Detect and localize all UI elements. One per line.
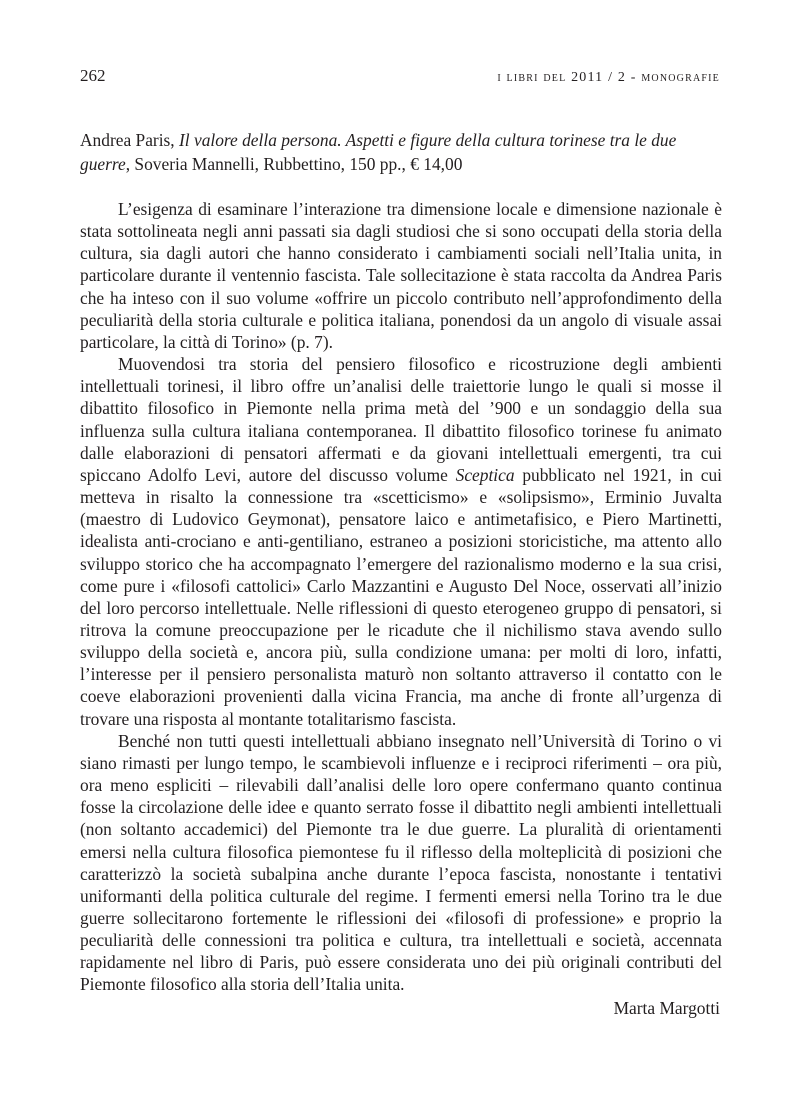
citation-title: Il valore della persona. Aspetti e figure della cultura torinese tra le due guerre — [80, 130, 677, 174]
book-citation — [80, 128, 722, 176]
review-paragraph-2-text-a: Muovendosi tra storia del pensiero filosofico e ricostruzione degli ambienti intellettuali torinesi, il libro offre un’analisi delle traiettorie lungo le quali si mosse il dibattito filosofico in Piemonte nella prima metà del ’900 e un sondaggio della sua influenza sulla cultura italiana contemporanea. Il dibattito filosofico torinese fu animato dalle elaborazioni di pensatori affermati e da giovani intellettuali emergenti, tra cui spiccano Adolfo Levi, autore del discusso volume — [80, 354, 722, 485]
review-paragraph-3: Benché non tutti questi intellettuali abbiano insegnato nell’Università di Torino o vi siano rimasti per lungo tempo, le scambievoli influenze e i reciproci riferimenti – ora più, ora meno espliciti – rilevabili dall’analisi delle loro opere confermano quanto continua fosse la circolazione delle idee e quanto serrato fosse il dibattito negli ambienti intellettuali (non soltanto accademici) del Piemonte tra le due guerre. La pluralità di orientamenti emersi nella cultura filosofica piemontese fu il riflesso della molteplicità di posizioni che caratterizzò la società subalpina anche durante l’epoca fascista, nonostante i tentativi uniformanti della politica culturale del regime. I fermenti emersi nella Torino tra le due guerre sollecitarono fortemente le riflessioni dei «filosofi di professione» e proprio la peculiarità delle connessioni tra politica e cultura, tra intellettuali e società, accennata rapidamente nel libro di Paris, può essere considerata uno dei più originali contributi del Piemonte filosofico alla storia dell’Italia unita. — [80, 730, 722, 995]
review-paragraph-2-book-title: Sceptica — [455, 464, 515, 485]
review-paragraph-1: L’esigenza di esaminare l’interazione tra dimensione locale e dimensione nazionale è stata sottolineata negli anni passati sia dagli studiosi che si sono occupati della storia della cultura, sia dagli autori che hanno considerato i cambiamenti sociali nell’Italia unita, in particolare durante il ventennio fascista. Tale sollecitazione è stata raccolta da Andrea Paris che ha inteso con il suo volume «offrire un piccolo contributo nell’approfondimento della peculiarità della storia culturale e politica italiana, ponendosi da un angolo di visuale assai particolare, la città di Torino» (p. 7). — [80, 199, 722, 352]
review-body — [80, 198, 722, 996]
review-paragraph-2-text-b: pubblicato nel 1921, in cui metteva in risalto la connessione tra «scetticismo» e «solipsismo», Erminio Juvalta (maestro di Ludovico Geymonat), pensatore laico e antimetafisico, e Piero Martinetti, idealista anti-crociano e anti-gentiliano, estraneo a posizioni storicistiche, ma attento allo sviluppo storico che ha accompagnato l’emergere del razionalismo moderno e la sua crisi, come pure i «filosofi cattolici» Carlo Mazzantini e Augusto Del Noce, osservati all’inizio del loro percorso intellettuale. Nelle riflessioni di questo eterogeneo gruppo di pensatori, si ritrova la comune preoccupazione per le ricadute che il nichilismo stava avendo sullo sviluppo della società e, ancora più, sulla condizione umana: per molti di loro, infatti, l’interesse per il pensiero personalista maturò non soltanto attraverso il contatto con le coeve elaborazioni provenienti dalla vicina Francia, ma anche di fronte all’urgenza di trovare una risposta al montante totalitarismo fascista. — [80, 464, 723, 729]
review-signature: Marta Margotti — [613, 998, 720, 1018]
journal-header: i libri del 2011 / 2 - monografie — [497, 70, 720, 85]
citation-author: Andrea Paris, — [80, 130, 180, 150]
running-head — [80, 66, 720, 90]
review-paragraph-2 — [80, 353, 722, 730]
page-number: 262 — [80, 66, 106, 85]
citation-publication: , Soveria Mannelli, Rubbettino, 150 pp., € 14,00 — [125, 154, 463, 174]
